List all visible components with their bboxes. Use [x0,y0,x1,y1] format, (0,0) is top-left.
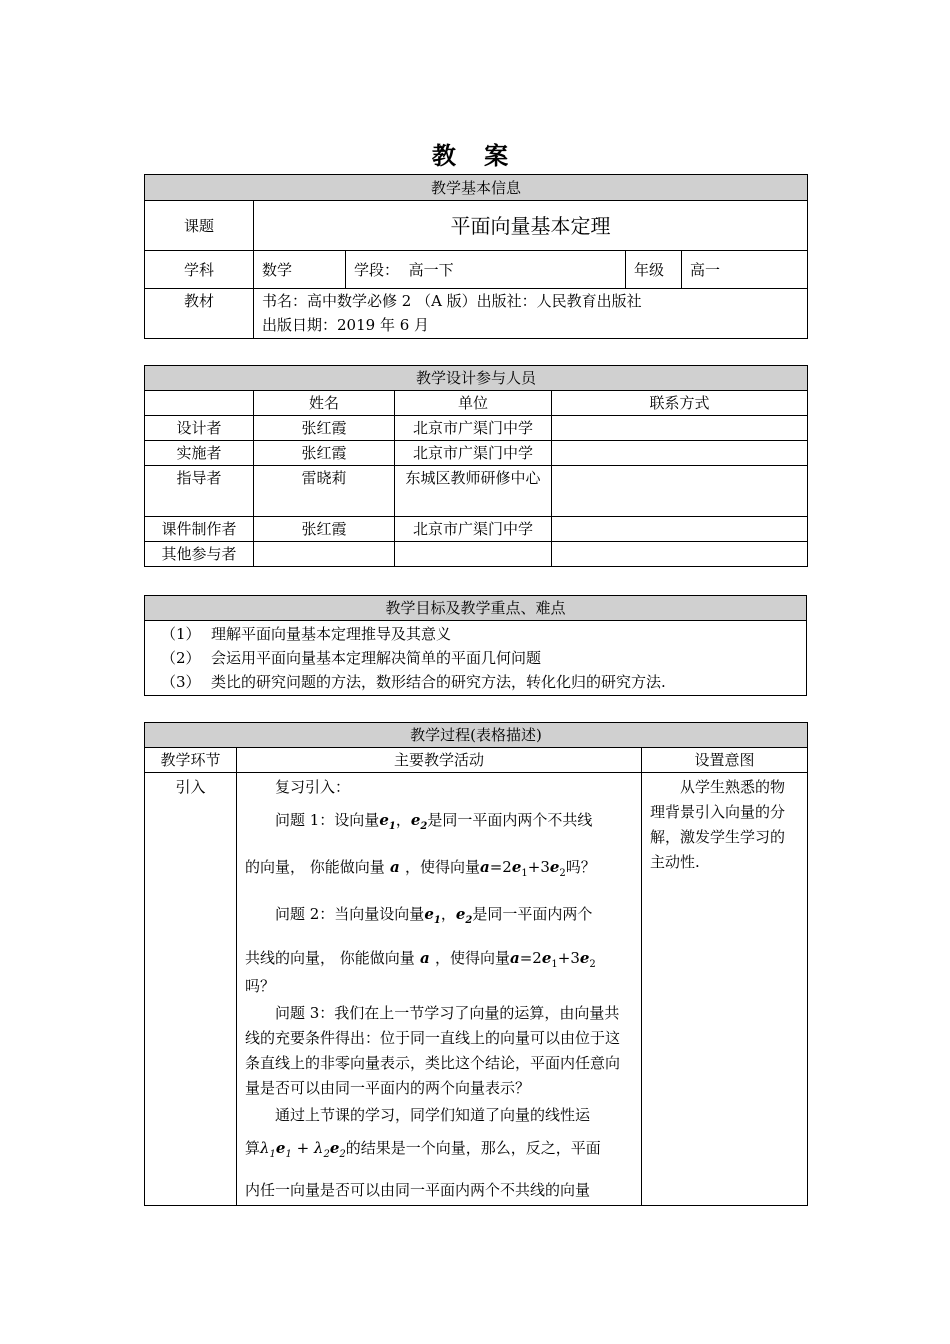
team-unit: 北京市广渠门中学 [395,416,552,441]
process-table [144,722,808,1206]
stage-cell [346,251,626,289]
vector-a: a [384,858,405,876]
team-unit [395,542,552,567]
grade-value: 高一 [682,251,808,289]
team-unit: 北京市广渠门中学 [395,517,552,542]
q2-text-a: 问题 2：当向量设向量 [275,905,425,923]
team-role: 实施者 [145,441,254,466]
q2-text-e: 吗？ [245,977,276,995]
subject-value: 数学 [254,251,346,289]
activity-cell [237,773,642,1206]
q1-text-b: 是同一平面内两个不共线 [427,811,593,829]
goal-num: （3） [161,673,201,691]
vector-e2: $e_2$ [455,905,473,926]
team-contact [552,441,808,466]
stage-value: 高一下 [408,260,454,279]
vector-e1: $e_1$ [424,905,441,926]
basic-info-header: 教学基本信息 [145,175,808,201]
table-row [145,466,808,517]
p4-line1: 通过上节课的学习，同学们知道了向量的线性运 [275,1106,591,1124]
goals-list [145,621,807,696]
grade-label: 年级 [626,251,682,289]
vector-a: a [414,949,435,967]
basic-info-table [144,174,808,339]
team-name: 张红霞 [254,416,395,441]
goal-text: 会运用平面向量基本定理解决简单的平面几何问题 [211,649,542,667]
team-role: 课件制作者 [145,517,254,542]
p4-line2 [245,1128,633,1175]
team-col-unit: 单位 [395,391,552,416]
goals-table [144,595,807,696]
team-contact [552,416,808,441]
team-name: 雷晓莉 [254,466,395,517]
intent-cell [642,773,808,1206]
process-col-stage: 教学环节 [145,748,237,773]
team-unit: 北京市广渠门中学 [395,441,552,466]
q2-line1: 问题 2：当向量设向量$e_1$，$e_2$是同一平面内两个 [275,905,593,926]
team-name: 张红霞 [254,441,395,466]
formula-a: a [479,858,490,876]
textbook-label: 教材 [145,289,254,339]
doc-title: 教 案 [431,141,519,170]
list-item [161,670,798,694]
table-row [145,517,808,542]
q2-text-b: 是同一平面内两个 [472,905,593,923]
p4-line3: 内任一向量是否可以由同一平面内两个不共线的向量 [245,1181,591,1199]
q1-text-c: 的向量， 你能做向量 [245,858,385,876]
q1-line1: 问题 1：设向量$e_1$，$e_2$是同一平面内两个不共线 [275,811,593,832]
team-table [144,365,808,567]
team-col-role [145,391,254,416]
team-unit: 东城区教师研修中心 [395,466,552,517]
process-col-activity: 主要教学活动 [237,748,642,773]
table-row [145,542,808,567]
team-name: 张红霞 [254,517,395,542]
subject-label: 学科 [145,251,254,289]
q2-text-c: 共线的向量， 你能做向量 [245,949,415,967]
goal-num: （1） [161,625,201,643]
stage-label: 学段： [354,260,400,279]
stage-name: 引入 [145,773,237,1206]
p4-text-c: 的结果是一个向量，那么，反之，平面 [345,1139,601,1157]
team-role: 其他参与者 [145,542,254,567]
formula-a: a [509,949,520,967]
goal-num: （2） [161,649,201,667]
vector-e2: $e_2$ [410,811,428,832]
q2-text-d: ，使得向量 [434,949,510,967]
goal-text: 理解平面向量基本定理推导及其意义 [211,625,452,643]
team-contact [552,466,808,517]
topic-label: 课题 [145,201,254,251]
team-name [254,542,395,567]
formula-lambda: $\lambda_1e_1 + \lambda_2e_2$ [260,1139,346,1160]
textbook-value [254,289,808,339]
team-role: 指导者 [145,466,254,517]
team-header: 教学设计参与人员 [145,366,808,391]
review-text: 复习引入： [275,778,351,796]
table-row [145,441,808,466]
topic-value: 平面向量基本定理 [254,201,808,251]
goals-header: 教学目标及教学重点、难点 [145,596,807,621]
q2-line2: 共线的向量， 你能做向量 a ，使得向量$a=2e_1+3e_2$ [245,949,596,970]
table-row [145,416,808,441]
q3-text: 问题 3：我们在上一节学习了向量的运算，由向量共线的充要条件得出：位于同一直线上的向量可以由位于这条直线上的非零向量表示，类比这个结论，平面内任意向量是否可以由同一平面内的两个向量表示？ [245,1004,621,1097]
intent-text: 从学生熟悉的物理背景引入向量的分解，激发学生学习的主动性. [650,778,786,871]
textbook-line2: 出版日期：2019 年 6 月 [262,316,430,334]
p4-text-b: 算 [245,1139,261,1157]
q1-text-a: 问题 1：设向量 [275,811,380,829]
goal-text: 类比的研究问题的方法，数形结合的研究方法，转化化归的研究方法. [211,673,666,691]
q1-text-e: 吗？ [565,858,596,876]
vector-e1: $e_1$ [379,811,396,832]
list-item [161,646,798,670]
team-contact [552,542,808,567]
process-header: 教学过程(表格描述) [145,723,808,748]
textbook-line1: 书名：高中数学必修 2 （A 版）出版社：人民教育出版社 [262,292,642,310]
list-item [161,622,798,646]
q1-text-d: ，使得向量 [404,858,480,876]
q1-line2: 的向量， 你能做向量 a ，使得向量$a=2e_1+3e_2$吗？ [245,858,596,879]
team-col-name: 姓名 [254,391,395,416]
team-role: 设计者 [145,416,254,441]
process-col-intent: 设置意图 [642,748,808,773]
team-col-contact: 联系方式 [552,391,808,416]
team-contact [552,517,808,542]
